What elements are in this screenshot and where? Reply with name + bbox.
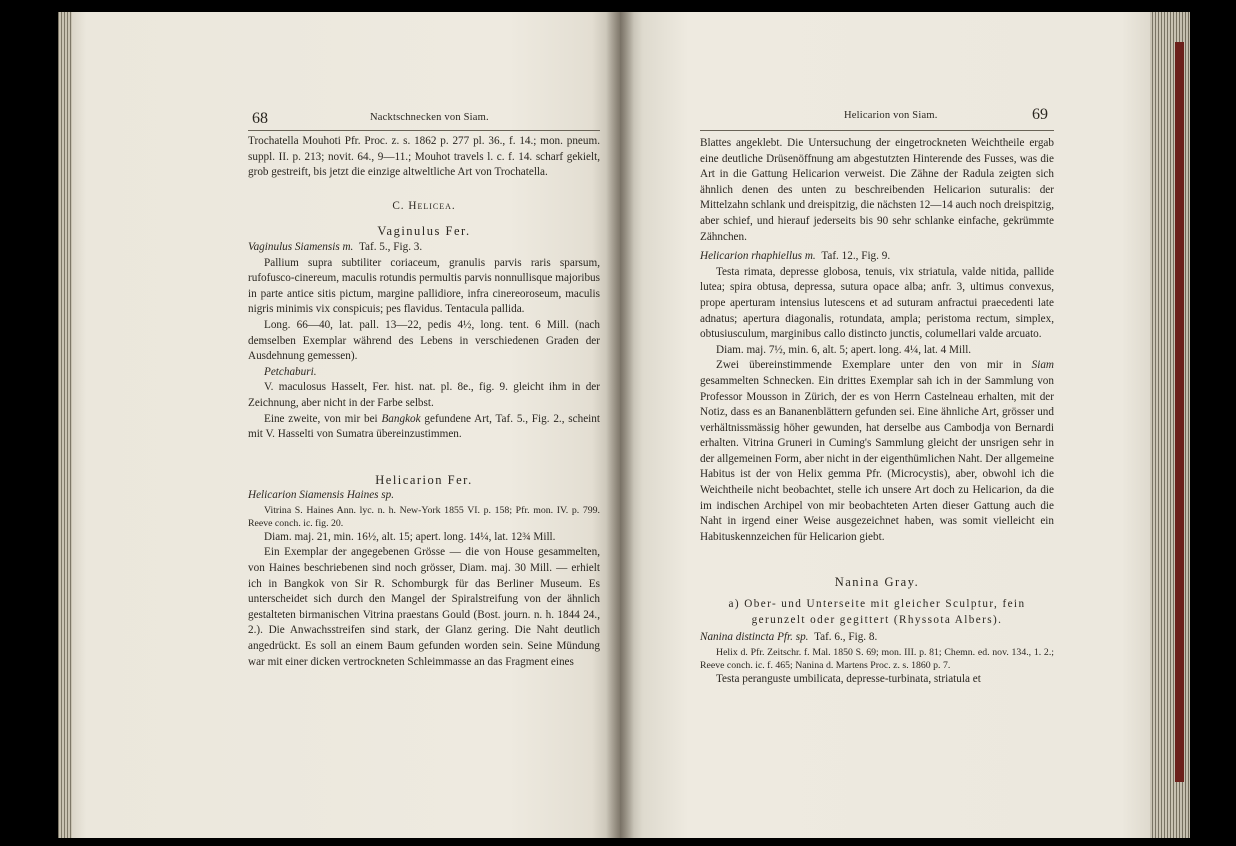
- measurements-helicarion-siamensis: Diam. maj. 21, min. 16½, alt. 15; apert. long. 14¼, lat. 12¾ Mill.: [264, 530, 556, 543]
- bookmark-ribbon: [1175, 42, 1184, 782]
- genus-heading-vaginulus: Vaginulus Fer.: [377, 224, 471, 239]
- genus-heading-helicarion: Helicarion Fer.: [375, 472, 473, 487]
- right-text-column: [700, 136, 1054, 687]
- left-text-column: [248, 134, 600, 670]
- locality-siam: Siam: [1031, 359, 1054, 372]
- measurements-rhaphiellus: Diam. maj. 7½, min. 6, alt. 5; apert. long. 4¼, lat. 4 Mill.: [716, 343, 972, 356]
- locality-petchaburi: Petchaburi.: [264, 365, 317, 378]
- comparison-maculosus: V. maculosus Hasselt, Fer. hist. nat. pl. 8e., fig. 9. gleicht ihm in der Zeichnung, aber nicht in der Farbe selbst.: [248, 381, 600, 409]
- locality-bangkok: Bangkok: [381, 412, 421, 425]
- intro-paragraph: Trochatella Mouhoti Pfr. Proc. z. s. 1862 p. 277 pl. 36., f. 14.; mon. pneum. suppl. II. p. 213; novit. 64., 9—11.; Mouhot travels l. c. f. 14. scharf gekielt, grob gestreift, bis jetzt die einzige altweltliche Art von Trochatella.: [248, 135, 600, 179]
- page-number-left: 68: [252, 110, 268, 127]
- subsection-rhyssota: a) Ober- und Unterseite mit gleicher Sculptur, fein gerunzelt oder gegittert (Rhyssota Albers).: [728, 598, 1026, 626]
- section-heading: C. Helicea.: [392, 199, 456, 212]
- synonymy-nanina-distincta: Helix d. Pfr. Zeitschr. f. Mal. 1850 S. 69; mon. III. p. 81; Chemn. ed. nov. 134., 1. 2.; Reeve conch. ic. f. 465; Nanina d. Martens Proc. z. s. 1860 p. 7.: [700, 646, 1054, 671]
- species-ref-vaginulus: Taf. 5., Fig. 3.: [358, 240, 423, 253]
- running-head-left: Nacktschnecken von Siam.: [370, 112, 489, 123]
- left-page: [58, 12, 620, 838]
- page-number-right: 69: [1032, 106, 1048, 123]
- discussion-text-a: Zwei übereinstimmende Exemplare unter den von mir in: [716, 359, 1032, 372]
- comparison-text-b: gefundene Art, Taf. 5., Fig. 2., scheint mit V. Hasselti von Sumatra übereinzustimmen.: [248, 412, 600, 441]
- book-gutter: [606, 12, 634, 838]
- species-name-nanina-distincta: Nanina distincta Pfr. sp.: [700, 631, 809, 644]
- description-helicarion-siamensis: Ein Exemplar der angegebenen Grösse — die von House gesammelten, von Haines beschriebenen sind noch grösser, Diam. maj. 30 Mill. — erhielt ich in Bangkok von Sir R. Schomburgk für das Berliner Museum. Es unterscheidet sich durch den Mangel der Spiralstreifung von der ähnlich gestalteten birmanischen Vitrina praestans Gould (Bost. journ. n. h. 1844 24., 2.). Die Anwachsstreifen sind stark, der Glanz gering. Die Naht deutlich angedrückt. Es soll an einem Baum gefunden worden sein. Seine Mündung war mit einer dicken vertrockneten Schleimmasse an das Fragment eines: [248, 546, 600, 668]
- discussion-rhaphiellus: [700, 358, 1054, 545]
- species-line-nanina-distincta: [700, 630, 1054, 646]
- species-name-helicarion-siamensis: Helicarion Siamensis Haines sp.: [248, 489, 395, 502]
- discussion-text-b: gesammelten Schnecken. Ein drittes Exemplar sah ich in der Sammlung von Professor Mousson in Zürich, der es von Herrn Castelneau erhalten, mit der Notiz, dass es an Bananenblättern gefunden sei. Eine ähnliche Art, grösser und verhältnissmässig höher gewunden, hat derselbe aus Cambodja von Bernardi erhalten. Vitrina Gruneri in Cuming's Sammlung gleicht der unsrigen sehr in der allgemeinen Form, aber nicht in der eigenthümlichen Naht. Der allgemeine Habitus ist der von Helix gemma Pfr. (Microcystis), aber, obwohl ich die Weichtheile nicht beobachtet, stelle ich unsere Art doch zu Helicarion, da die im indischen Archipel von mir beobachteten Arten dieser Gattung auch die Naht in irgend einer Weise ausgezeichnet haben, was somit vielleicht ein Habituskennzeichen für Helicarion giebt.: [700, 374, 1054, 543]
- comparison-second-species: [248, 412, 600, 443]
- species-name-vaginulus: Vaginulus Siamensis m.: [248, 240, 354, 253]
- measurements-vaginulus: Long. 66—40, lat. pall. 13—22, pedis 4½, long. tent. 6 Mill. (nach demselben Exemplar während des Lebens in verschiedenen Graden der Ausdehnung gemessen).: [248, 318, 600, 363]
- species-line-vaginulus: [248, 240, 600, 256]
- right-page: [620, 12, 1190, 838]
- header-rule-right: [700, 130, 1054, 131]
- continuation-paragraph: Blattes angeklebt. Die Untersuchung der eingetrockneten Weichtheile ergab eine deutliche Drüsenöffnung am abgestutzten Hinterende des Fusses, was die Art in die Gattung Helicarion verweist. Die Zähne der Radula zeigten sich ähnlich denen des unten zu beschreibenden Helicarion suturalis: der Mittelzahn schlank und dreispitzig, die nächsten 12—14 auch noch dreispitzig, aber schief, und hierauf jederseits bis 90 sehr schlanke einfache, gekrümmte Zähnchen.: [700, 137, 1054, 243]
- genus-heading-nanina: Nanina Gray.: [834, 575, 920, 590]
- page-edges-right: [1150, 12, 1190, 838]
- description-rhaphiellus: Testa rimata, depresse globosa, tenuis, vix striatula, valde nitida, pallide lutea; spira obtusa, depressa, sutura opace alba; anfr. 3, ultimus convexus, prope aperturam intensius lutescens et ad suturam anfractui praecedenti late adnatus; apertura diagonalis, rotundata, ampla; peristoma rectum, simplex, obtusiusculum, marginibus callo distincto junctis, columellari valde arcuato.: [700, 265, 1054, 341]
- description-nanina-distincta: Testa peranguste umbilicata, depresse-turbinata, striatula et: [716, 672, 981, 685]
- book-spread: [58, 12, 1190, 838]
- synonymy-helicarion-siamensis: Vitrina S. Haines Ann. lyc. n. h. New-York 1855 VI. p. 158; Pfr. mon. IV. p. 799. Reeve conch. ic. fig. 20.: [248, 504, 600, 529]
- header-rule-left: [248, 130, 600, 131]
- description-vaginulus: Pallium supra subtiliter coriaceum, granulis parvis raris sparsum, rufofusco-cinereum, maculis rotundis permultis parvis nonnullisque majoribus in parte antice sitis pictum, margine pallidiore, infra cinereoroseum, maculis nigris minimis vix conspicuis; pes flavidus. Tentacula pallida.: [248, 256, 600, 316]
- species-name-rhaphiellus: Helicarion rhaphiellus m.: [700, 250, 816, 263]
- running-head-right: Helicarion von Siam.: [844, 110, 938, 121]
- comparison-text-a: Eine zweite, von mir bei: [264, 412, 382, 425]
- species-line-rhaphiellus: [700, 249, 1054, 265]
- page-edges-left: [58, 12, 72, 838]
- species-ref-rhaphiellus: Taf. 12., Fig. 9.: [821, 250, 891, 263]
- species-ref-nanina-distincta: Taf. 6., Fig. 8.: [814, 631, 878, 644]
